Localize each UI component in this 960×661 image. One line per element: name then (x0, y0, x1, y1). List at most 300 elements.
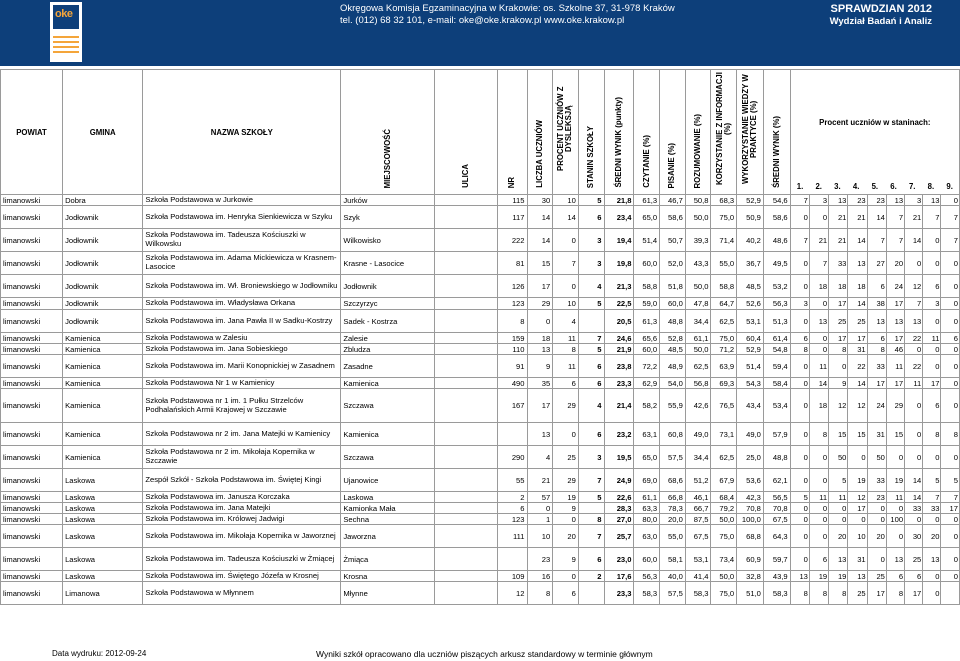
cell-stanin-pct: 13 (886, 195, 904, 206)
cell-stanin-pct: 6 (867, 275, 886, 298)
cell-stanin-pct: 14 (905, 469, 923, 492)
cell-stanin-pct: 29 (886, 389, 904, 423)
cell-rozumowanie: 61,1 (685, 333, 711, 344)
cell-informacja: 58,8 (711, 275, 737, 298)
cell-nazwa: Szkoła Podstawowa nr 2 im. Mikołaja Kopernika w Szczawie (143, 446, 341, 469)
cell-stanin-pct: 13 (905, 310, 923, 333)
staniny-labels (791, 182, 959, 191)
cell-sredni-pkt: 21,8 (604, 195, 634, 206)
cell-stanin-pct: 0 (790, 525, 809, 548)
cell-rozumowanie: 50,8 (685, 195, 711, 206)
cell-stanin-pct: 8 (790, 344, 809, 355)
cell-stanin: 4 (578, 275, 604, 298)
cell-czytanie: 58,2 (634, 389, 660, 423)
cell-sredni-proc: 56,3 (763, 298, 790, 310)
cell-stanin-pct: 0 (790, 389, 809, 423)
cell-czytanie: 60,0 (634, 344, 660, 355)
cell-stanin-pct: 0 (790, 446, 809, 469)
cell-rozumowanie: 41,4 (685, 571, 711, 582)
cell-stanin-pct: 0 (905, 252, 923, 275)
cell-ulica (435, 492, 497, 503)
cell-sredni-proc: 58,3 (763, 582, 790, 605)
cell-gmina: Laskowa (63, 514, 143, 525)
cell-czytanie: 61,3 (634, 310, 660, 333)
cell-stanin-pct: 7 (867, 229, 886, 252)
cell-stanin-pct: 7 (905, 298, 923, 310)
cell-stanin-pct: 0 (790, 275, 809, 298)
cell-stanin-pct: 11 (886, 492, 904, 503)
cell-stanin-pct: 33 (829, 252, 848, 275)
table-row (1, 389, 960, 423)
cell-pisanie: 60,0 (660, 298, 686, 310)
cell-powiat: limanowski (1, 378, 63, 389)
cell-miejscowosc: Laskowa (341, 492, 435, 503)
cell-liczba: 1 (527, 514, 553, 525)
cell-miejscowosc: Sechna (341, 514, 435, 525)
cell-stanin-pct: 22 (848, 355, 867, 378)
cell-stanin: 6 (578, 548, 604, 571)
cell-powiat: limanowski (1, 571, 63, 582)
cell-pisanie: 78,3 (660, 503, 686, 514)
footer-note: Wyniki szkół opracowano dla uczniów piszących arkusz standardowy w terminie głównym (316, 649, 653, 659)
cell-miejscowosc: Szczawa (341, 389, 435, 423)
cell-pisanie: 68,6 (660, 469, 686, 492)
cell-stanin-pct: 0 (867, 514, 886, 525)
cell-stanin-pct: 8 (867, 344, 886, 355)
cell-sredni-proc: 54,6 (763, 195, 790, 206)
cell-stanin-pct: 14 (848, 378, 867, 389)
cell-stanin-pct: 14 (905, 492, 923, 503)
cell-sredni-proc: 59,7 (763, 548, 790, 571)
oke-logo (50, 2, 82, 62)
cell-nazwa: Szkoła Podstawowa nr 1 im. 1 Pułku Strzelców Podhalańskich Armii Krajowej w Szczawie (143, 389, 341, 423)
cell-wiedza: 52,9 (737, 195, 764, 206)
cell-liczba: 4 (527, 446, 553, 469)
cell-sredni-pkt: 19,8 (604, 252, 634, 275)
cell-sredni-proc: 49,5 (763, 252, 790, 275)
cell-stanin-pct: 0 (790, 252, 809, 275)
cell-powiat: limanowski (1, 525, 63, 548)
cell-nazwa: Szkoła Podstawowa im. Jana Matejki (143, 503, 341, 514)
stanin-label: 2. (815, 182, 822, 191)
cell-sredni-pkt: 23,2 (604, 423, 634, 446)
cell-liczba: 13 (527, 423, 553, 446)
cell-informacja: 75,0 (711, 206, 737, 229)
cell-stanin-pct: 46 (886, 344, 904, 355)
table-row (1, 344, 960, 355)
col-rozumowanie: ROZUMOWANIE (%) (685, 70, 711, 195)
cell-stanin-pct: 0 (867, 503, 886, 514)
cell-stanin-pct: 0 (923, 252, 941, 275)
cell-rozumowanie: 50,0 (685, 344, 711, 355)
cell-informacja: 79,2 (711, 503, 737, 514)
cell-stanin-pct: 0 (848, 514, 867, 525)
cell-stanin: 8 (578, 514, 604, 525)
cell-gmina: Jodłownik (63, 310, 143, 333)
cell-gmina: Jodłownik (63, 229, 143, 252)
cell-nazwa: Szkoła Podstawowa w Zalesiu (143, 333, 341, 344)
cell-stanin-pct: 13 (848, 252, 867, 275)
cell-miejscowosc: Szczawa (341, 446, 435, 469)
cell-wiedza: 53,6 (737, 469, 764, 492)
cell-liczba: 0 (527, 310, 553, 333)
cell-pisanie: 52,8 (660, 333, 686, 344)
cell-stanin-pct: 13 (848, 571, 867, 582)
cell-sredni-proc: 61,4 (763, 333, 790, 344)
cell-stanin-pct: 18 (829, 275, 848, 298)
cell-stanin-pct: 19 (848, 469, 867, 492)
cell-stanin-pct: 0 (923, 446, 941, 469)
cell-stanin: 2 (578, 571, 604, 582)
cell-stanin-pct: 7 (886, 229, 904, 252)
cell-nazwa: Szkoła Podstawowa im. Henryka Sienkiewicza w Szyku (143, 206, 341, 229)
cell-rozumowanie: 49,0 (685, 423, 711, 446)
cell-informacja: 62,5 (711, 310, 737, 333)
cell-stanin-pct: 7 (941, 492, 960, 503)
cell-wiedza: 52,9 (737, 344, 764, 355)
cell-liczba: 13 (527, 344, 553, 355)
cell-wiedza: 51,0 (737, 582, 764, 605)
cell-nr: 111 (497, 525, 527, 548)
cell-stanin-pct: 20 (923, 525, 941, 548)
col-stanin-szkoly: STANIN SZKOŁY (578, 70, 604, 195)
cell-dysleksja: 0 (553, 275, 579, 298)
cell-stanin-pct: 6 (923, 275, 941, 298)
cell-stanin-pct: 7 (886, 206, 904, 229)
cell-sredni-pkt: 22,5 (604, 298, 634, 310)
cell-stanin-pct: 8 (809, 423, 828, 446)
cell-stanin-pct: 7 (809, 252, 828, 275)
cell-gmina: Laskowa (63, 503, 143, 514)
cell-stanin-pct: 0 (809, 514, 828, 525)
cell-stanin-pct: 7 (790, 229, 809, 252)
cell-sredni-proc: 43,9 (763, 571, 790, 582)
cell-miejscowosc: Zasadne (341, 355, 435, 378)
cell-stanin-pct: 0 (809, 298, 828, 310)
cell-czytanie: 65,0 (634, 206, 660, 229)
cell-dysleksja: 4 (553, 310, 579, 333)
report-department: Wydział Badań i Analiz (829, 16, 932, 27)
cell-stanin: 5 (578, 344, 604, 355)
cell-stanin-pct: 0 (923, 582, 941, 605)
cell-stanin-pct: 0 (809, 206, 828, 229)
cell-stanin-pct: 13 (923, 195, 941, 206)
col-sredni-wynik-pkt: ŚREDNI WYNIK (punkty) (604, 70, 634, 195)
table-row (1, 206, 960, 229)
cell-rozumowanie: 47,8 (685, 298, 711, 310)
cell-wiedza: 49,0 (737, 423, 764, 446)
cell-wiedza: 25,0 (737, 446, 764, 469)
cell-liczba: 30 (527, 195, 553, 206)
cell-informacja: 68,3 (711, 195, 737, 206)
cell-stanin-pct: 0 (941, 378, 960, 389)
cell-powiat: limanowski (1, 333, 63, 344)
cell-stanin-pct: 19 (886, 469, 904, 492)
cell-stanin-pct: 12 (848, 389, 867, 423)
cell-czytanie: 51,4 (634, 229, 660, 252)
cell-miejscowosc: Młynne (341, 582, 435, 605)
cell-gmina: Kamienica (63, 389, 143, 423)
cell-nr: 117 (497, 206, 527, 229)
cell-stanin-pct: 13 (886, 548, 904, 571)
cell-ulica (435, 582, 497, 605)
cell-stanin-pct: 25 (848, 582, 867, 605)
cell-informacja: 75,0 (711, 582, 737, 605)
cell-gmina: Jodłownik (63, 298, 143, 310)
cell-czytanie: 63,3 (634, 503, 660, 514)
table-row (1, 423, 960, 446)
cell-pisanie: 50,7 (660, 229, 686, 252)
cell-nazwa: Szkoła Podstawowa im. Królowej Jadwigi (143, 514, 341, 525)
cell-powiat: limanowski (1, 423, 63, 446)
cell-stanin-pct: 0 (809, 344, 828, 355)
cell-stanin: 6 (578, 423, 604, 446)
cell-stanin-pct: 0 (886, 446, 904, 469)
cell-stanin-pct: 0 (923, 229, 941, 252)
cell-stanin-pct: 33 (867, 469, 886, 492)
cell-stanin: 7 (578, 525, 604, 548)
cell-rozumowanie: 50,0 (685, 275, 711, 298)
cell-stanin-pct: 6 (923, 389, 941, 423)
cell-stanin-pct: 0 (809, 446, 828, 469)
cell-sredni-pkt: 28,3 (604, 503, 634, 514)
cell-stanin-pct: 0 (941, 514, 960, 525)
cell-wiedza: 40,2 (737, 229, 764, 252)
table-row (1, 252, 960, 275)
table-row (1, 229, 960, 252)
cell-sredni-pkt: 23,3 (604, 378, 634, 389)
cell-wiedza: 36,7 (737, 252, 764, 275)
cell-czytanie: 58,3 (634, 582, 660, 605)
col-powiat: POWIAT (1, 70, 63, 195)
cell-stanin-pct: 13 (809, 310, 828, 333)
cell-dysleksja: 7 (553, 252, 579, 275)
cell-nazwa: Szkoła Podstawowa im. Władysława Orkana (143, 298, 341, 310)
cell-pisanie: 58,6 (660, 206, 686, 229)
cell-miejscowosc: Sadek - Kostrza (341, 310, 435, 333)
cell-stanin-pct: 0 (923, 355, 941, 378)
cell-stanin-pct: 0 (941, 525, 960, 548)
cell-nazwa: Szkoła Podstawowa w Jurkowie (143, 195, 341, 206)
cell-nazwa: Szkoła Podstawowa im. Janusza Korczaka (143, 492, 341, 503)
table-row (1, 492, 960, 503)
cell-stanin-pct: 8 (829, 582, 848, 605)
cell-sredni-proc: 53,2 (763, 275, 790, 298)
cell-stanin-pct: 100 (886, 514, 904, 525)
cell-liczba: 21 (527, 469, 553, 492)
table-row (1, 378, 960, 389)
col-procent-dysleksja: PROCENT UCZNIÓW Z DYSLEKSJĄ (553, 70, 579, 195)
cell-dysleksja: 14 (553, 206, 579, 229)
col-staniny (790, 70, 959, 195)
cell-ulica (435, 344, 497, 355)
cell-nr: 126 (497, 275, 527, 298)
cell-stanin-pct: 20 (829, 525, 848, 548)
cell-informacja: 63,9 (711, 355, 737, 378)
cell-wiedza: 32,8 (737, 571, 764, 582)
cell-stanin-pct: 0 (790, 378, 809, 389)
cell-nazwa: Szkoła Podstawowa im. Tadeusza Kościuszki w Wilkowsku (143, 229, 341, 252)
cell-stanin-pct: 11 (905, 378, 923, 389)
cell-liczba: 10 (527, 525, 553, 548)
cell-stanin-pct: 33 (905, 503, 923, 514)
cell-rozumowanie: 66,7 (685, 503, 711, 514)
cell-stanin-pct: 8 (790, 582, 809, 605)
cell-stanin-pct: 0 (941, 355, 960, 378)
cell-stanin-pct: 30 (905, 525, 923, 548)
cell-liczba: 23 (527, 548, 553, 571)
cell-stanin: 7 (578, 469, 604, 492)
cell-dysleksja: 0 (553, 571, 579, 582)
cell-stanin-pct: 0 (941, 344, 960, 355)
cell-stanin (578, 310, 604, 333)
stanin-label: 1. (796, 182, 804, 191)
cell-ulica (435, 310, 497, 333)
cell-stanin-pct: 0 (790, 206, 809, 229)
cell-wiedza: 42,3 (737, 492, 764, 503)
cell-czytanie: 61,3 (634, 195, 660, 206)
cell-liczba: 0 (527, 503, 553, 514)
cell-stanin-pct: 6 (790, 333, 809, 344)
cell-ulica (435, 252, 497, 275)
cell-ulica (435, 298, 497, 310)
cell-sredni-proc: 58,6 (763, 206, 790, 229)
cell-stanin-pct: 5 (923, 469, 941, 492)
cell-nazwa: Szkoła Podstawowa im. Wł. Broniewskiego w Jodłowniku (143, 275, 341, 298)
cell-stanin-pct: 3 (790, 298, 809, 310)
cell-sredni-pkt: 21,3 (604, 275, 634, 298)
cell-stanin-pct: 15 (848, 423, 867, 446)
cell-stanin-pct: 13 (923, 548, 941, 571)
cell-stanin-pct: 0 (886, 503, 904, 514)
cell-powiat: limanowski (1, 355, 63, 378)
cell-sredni-pkt: 19,5 (604, 446, 634, 469)
cell-miejscowosc: Zbludza (341, 344, 435, 355)
cell-nr: 123 (497, 514, 527, 525)
cell-powiat: limanowski (1, 195, 63, 206)
stanin-label: 6. (890, 182, 897, 191)
table-row (1, 525, 960, 548)
cell-stanin-pct: 14 (867, 206, 886, 229)
cell-czytanie: 63,0 (634, 525, 660, 548)
cell-nr: 222 (497, 229, 527, 252)
cell-dysleksja: 20 (553, 525, 579, 548)
cell-stanin-pct: 0 (905, 344, 923, 355)
cell-stanin-pct: 0 (941, 195, 960, 206)
cell-wiedza: 43,4 (737, 389, 764, 423)
cell-informacja: 69,3 (711, 378, 737, 389)
cell-wiedza: 51,4 (737, 355, 764, 378)
cell-stanin-pct: 0 (941, 548, 960, 571)
cell-gmina: Laskowa (63, 469, 143, 492)
cell-stanin-pct: 23 (848, 195, 867, 206)
cell-miejscowosc: Krasne - Lasocice (341, 252, 435, 275)
cell-ulica (435, 389, 497, 423)
cell-stanin-pct: 6 (941, 333, 960, 344)
cell-nazwa: Szkoła Podstawowa w Młynnem (143, 582, 341, 605)
cell-miejscowosc: Wilkowisko (341, 229, 435, 252)
cell-czytanie: 62,9 (634, 378, 660, 389)
cell-dysleksja: 19 (553, 492, 579, 503)
cell-stanin-pct: 17 (886, 298, 904, 310)
cell-stanin-pct: 11 (829, 492, 848, 503)
cell-sredni-pkt: 19,4 (604, 229, 634, 252)
cell-gmina: Laskowa (63, 492, 143, 503)
cell-powiat: limanowski (1, 310, 63, 333)
cell-czytanie: 60,0 (634, 252, 660, 275)
cell-stanin-pct: 0 (905, 423, 923, 446)
cell-gmina: Jodłownik (63, 206, 143, 229)
cell-stanin-pct: 22 (905, 355, 923, 378)
cell-stanin-pct: 17 (905, 582, 923, 605)
cell-wiedza: 50,9 (737, 206, 764, 229)
cell-stanin-pct: 20 (886, 252, 904, 275)
col-sredni-wynik-proc: ŚREDNI WYNIK (%) (763, 70, 790, 195)
cell-stanin-pct: 17 (867, 378, 886, 389)
cell-nazwa: Szkoła Podstawowa im. Adama Mickiewicza w Krasnem-Lasocice (143, 252, 341, 275)
cell-rozumowanie: 43,3 (685, 252, 711, 275)
cell-stanin-pct (941, 582, 960, 605)
cell-liczba: 14 (527, 206, 553, 229)
cell-pisanie: 57,5 (660, 446, 686, 469)
cell-miejscowosc: Kamionka Mała (341, 503, 435, 514)
cell-stanin: 5 (578, 195, 604, 206)
cell-rozumowanie: 34,4 (685, 446, 711, 469)
cell-sredni-pkt: 20,5 (604, 310, 634, 333)
table-row (1, 582, 960, 605)
cell-nr: 290 (497, 446, 527, 469)
col-korzystanie-z-informacji: KORZYSTANIE Z INFORMACJI (%) (711, 70, 737, 195)
cell-ulica (435, 355, 497, 378)
stanin-label: 3. (834, 182, 841, 191)
cell-rozumowanie: 50,0 (685, 206, 711, 229)
cell-gmina: Dobra (63, 195, 143, 206)
cell-miejscowosc: Kamienica (341, 423, 435, 446)
cell-stanin-pct: 18 (809, 275, 828, 298)
cell-powiat: limanowski (1, 344, 63, 355)
col-gmina: GMINA (63, 70, 143, 195)
cell-stanin-pct: 5 (790, 492, 809, 503)
cell-stanin-pct: 33 (923, 503, 941, 514)
cell-stanin-pct: 21 (809, 229, 828, 252)
cell-dysleksja: 6 (553, 378, 579, 389)
cell-czytanie: 69,0 (634, 469, 660, 492)
cell-nr: 12 (497, 582, 527, 605)
cell-pisanie: 60,8 (660, 423, 686, 446)
cell-stanin-pct: 0 (941, 389, 960, 423)
cell-ulica (435, 514, 497, 525)
cell-stanin-pct: 25 (867, 571, 886, 582)
cell-stanin: 3 (578, 229, 604, 252)
cell-stanin-pct: 25 (905, 548, 923, 571)
cell-informacja: 55,0 (711, 252, 737, 275)
cell-nr: 91 (497, 355, 527, 378)
cell-informacja: 75,0 (711, 333, 737, 344)
cell-stanin-pct: 13 (886, 310, 904, 333)
cell-stanin-pct: 0 (829, 514, 848, 525)
cell-nr: 115 (497, 195, 527, 206)
cell-rozumowanie: 56,8 (685, 378, 711, 389)
cell-gmina: Kamienica (63, 423, 143, 446)
report-title: SPRAWDZIAN 2012 (830, 3, 932, 15)
cell-stanin-pct: 11 (923, 333, 941, 344)
cell-ulica (435, 571, 497, 582)
cell-informacja: 73,1 (711, 423, 737, 446)
cell-stanin-pct: 8 (886, 582, 904, 605)
cell-stanin: 7 (578, 333, 604, 344)
cell-stanin-pct: 0 (867, 548, 886, 571)
cell-stanin-pct: 12 (905, 275, 923, 298)
